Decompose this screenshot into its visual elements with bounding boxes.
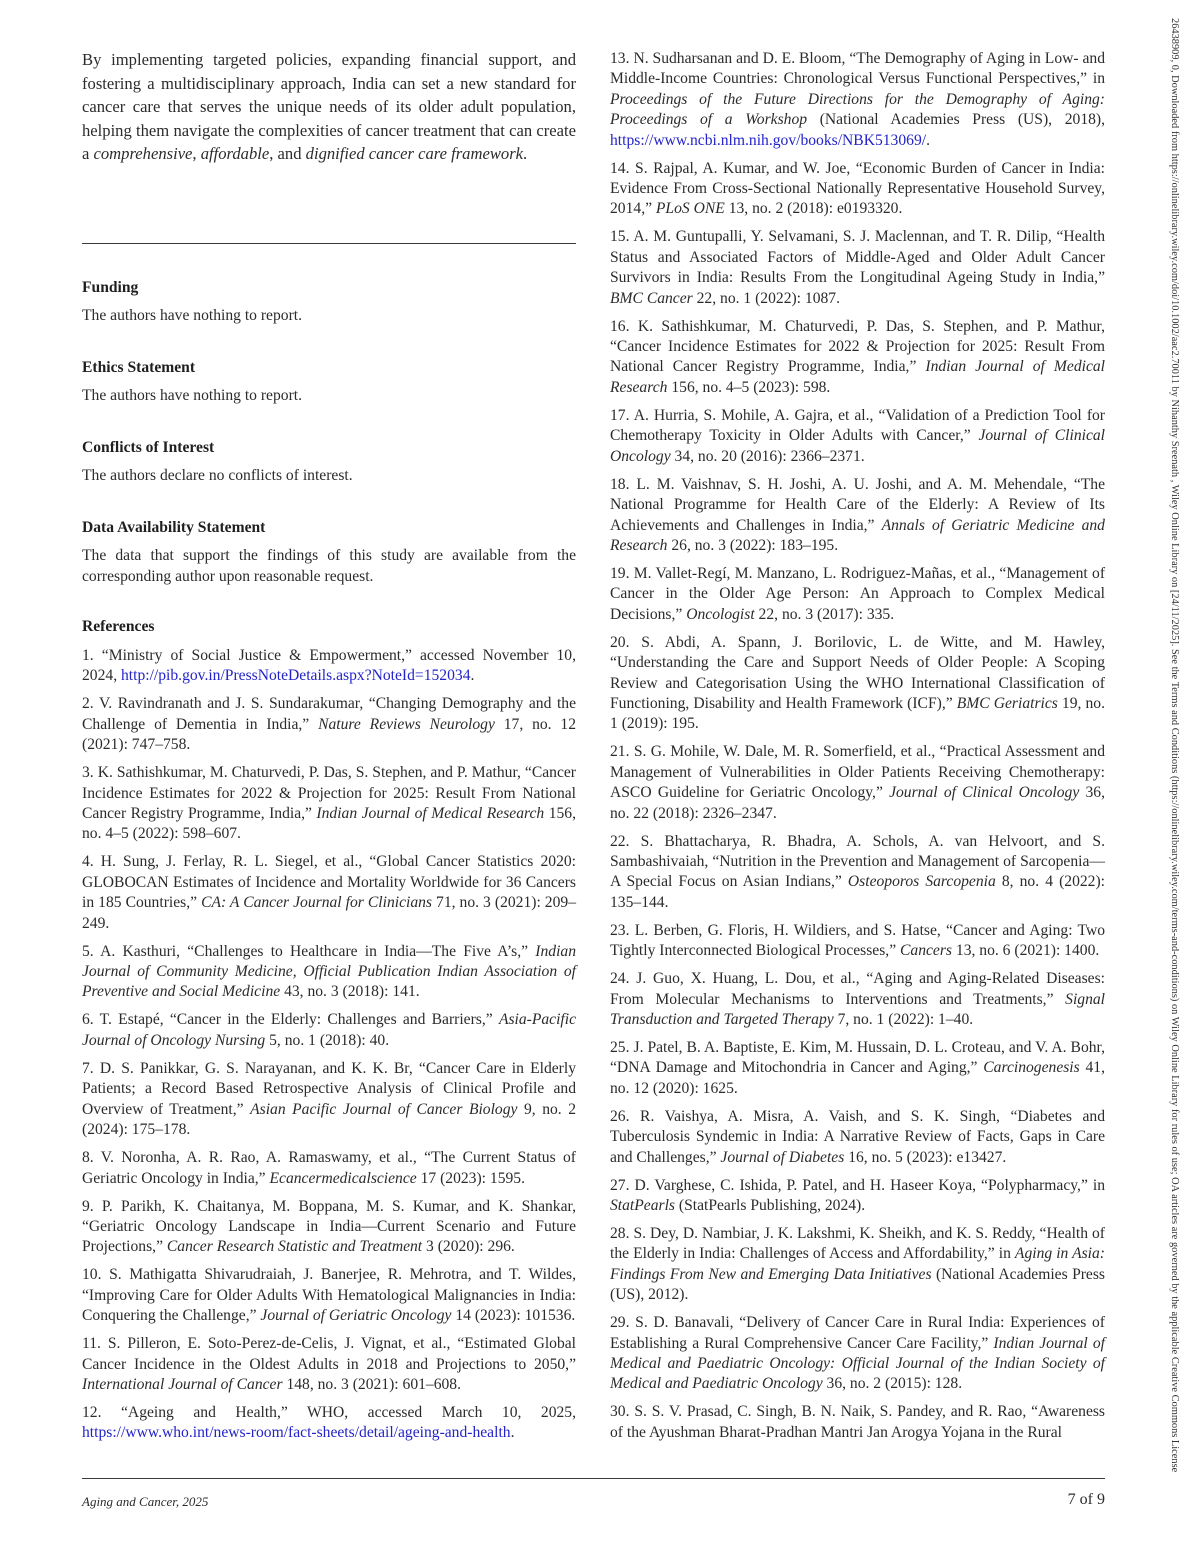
reference-source-title: Signal Transduction and Targeted Therapy <box>610 990 1105 1028</box>
emphasis-text: comprehensive <box>93 144 193 164</box>
reference-number: 26. <box>610 1107 641 1125</box>
reference-text: R. Vaishya, A. Misra, A. Vaish, and S. K. Singh, “Diabetes and Tuberculosis Syndemic in India: A Narrative Review of Facts, Gaps in Care and Challenges,” <box>610 1107 1105 1166</box>
reference-text: D. S. Panikkar, G. S. Narayanan, and K. K. Br, “Cancer Care in Elderly Patients; a Record Based Retrospective Analysis of Clinical Profile and Overview of Treatment,” <box>82 1059 577 1118</box>
conflicts-heading: Conflicts of Interest <box>82 439 215 456</box>
intro-paragraph <box>82 48 576 166</box>
reference-text: “Ageing and Health,” WHO, accessed March 10, 2025, <box>121 1403 576 1421</box>
reference-source-title: Nature Reviews Neurology <box>318 715 495 733</box>
reference-item <box>610 49 1105 151</box>
reference-text: S. Abdi, A. Spann, J. Borilovic, L. de Witte, and M. Hawley, “Understanding the Care and Support Needs of Older People: A Scoping Review and Categorisation Using the WHO International Classification of Functioning, Disability and Health Framework (ICF),” <box>610 633 1106 712</box>
reference-source-title: BMC Geriatrics <box>956 694 1058 712</box>
reference-source-title: BMC Cancer <box>610 289 693 307</box>
funding-section <box>82 279 576 327</box>
reference-text: S. Mathigatta Shivarudraiah, J. Banerjee, R. Mehrotra, and T. Wildes, “Improving Care for Older Adults With Hematological Malignancies in India: Conquering the Challenge,” <box>82 1266 576 1325</box>
data-availability-heading: Data Availability Statement <box>82 519 266 536</box>
page-number: 7 of 9 <box>1067 1491 1105 1508</box>
reference-number: 29. <box>610 1314 636 1332</box>
intro-section <box>82 48 576 166</box>
reference-source-title: Indian Journal of Community Medicine, Official Publication Indian Association of Preventive and Social Medicine <box>82 942 576 1001</box>
reference-number: 4. <box>82 853 101 871</box>
reference-item <box>610 1402 1105 1443</box>
reference-number: 8. <box>82 1149 101 1167</box>
reference-text: D. Varghese, C. Ishida, P. Patel, and H. Haseer Koya, “Polypharmacy,” in <box>634 1176 1105 1194</box>
reference-text: 36, no. 2 (2015): 128. <box>822 1375 963 1393</box>
reference-number: 11. <box>82 1335 108 1353</box>
reference-item <box>610 633 1105 735</box>
reference-text: 22, no. 3 (2017): 335. <box>754 605 895 623</box>
reference-text: 41, no. 12 (2020): 1625. <box>610 1059 1106 1097</box>
reference-item <box>610 1224 1105 1306</box>
reference-source-title: International Journal of Cancer <box>82 1375 283 1393</box>
reference-item <box>610 564 1105 625</box>
ethics-text: The authors have nothing to report. <box>82 387 302 404</box>
body-text: . <box>523 144 528 164</box>
reference-source-title: Indian Journal of Medical Research <box>610 358 1105 396</box>
reference-source-title: Asian Pacific Journal of Cancer Biology <box>250 1100 518 1118</box>
footer-divider <box>82 1478 1105 1479</box>
reference-source-title: Journal of Clinical Oncology <box>610 427 1105 465</box>
data-availability-section <box>82 519 576 587</box>
ethics-heading: Ethics Statement <box>82 359 196 376</box>
reference-number: 23. <box>610 921 635 939</box>
reference-text: 36, no. 22 (2018): 2326–2347. <box>610 784 1105 822</box>
funding-heading: Funding <box>82 279 139 296</box>
reference-number: 9. <box>82 1197 102 1215</box>
reference-number: 28. <box>610 1225 634 1243</box>
reference-number: 21. <box>610 743 634 761</box>
reference-item <box>82 1010 576 1051</box>
reference-list-right <box>610 49 1105 1451</box>
reference-number: 27. <box>610 1176 635 1194</box>
reference-text: S. Rajpal, A. Kumar, and W. Joe, “Economic Burden of Cancer in India: Evidence From Cross-Sectional Nationally Representative Household Survey, 2014,” <box>610 159 1105 218</box>
reference-source-title: Journal of Geriatric Oncology <box>260 1307 452 1325</box>
reference-text: . <box>926 131 930 149</box>
reference-number: 10. <box>82 1266 110 1284</box>
reference-number: 1. <box>82 647 102 664</box>
reference-item <box>82 1334 576 1395</box>
reference-text: H. Sung, J. Ferlay, R. L. Siegel, et al., “Global Cancer Statistics 2020: GLOBOCAN Estimates of Incidence and Mortality Worldwide for 36 Cancers in 185 Countries,” <box>82 853 576 912</box>
reference-text: 3 (2020): 296. <box>422 1238 515 1256</box>
reference-text: 26, no. 3 (2022): 183–195. <box>667 536 839 554</box>
reference-item <box>610 1176 1105 1217</box>
reference-source-title: Carcinogenesis <box>983 1059 1080 1077</box>
reference-number: 6. <box>82 1011 100 1029</box>
reference-source-title: Cancer Research Statistic and Treatment <box>166 1238 423 1256</box>
reference-text: 156, no. 4–5 (2022): 598–607. <box>82 805 576 843</box>
body-text: , <box>192 144 201 164</box>
reference-item <box>82 763 576 845</box>
reference-list-left <box>82 646 576 1451</box>
reference-item <box>82 1059 576 1141</box>
reference-number: 22. <box>610 832 641 850</box>
reference-item <box>610 1107 1105 1168</box>
reference-number: 13. <box>610 50 634 67</box>
reference-number: 12. <box>82 1403 122 1421</box>
reference-text: “Ministry of Social Justice & Empowerment,” accessed November 10, 2024, <box>82 647 577 685</box>
reference-text: S. S. V. Prasad, C. Singh, B. N. Naik, S. Pandey, and R. Rao, “Awareness of the Ayushman Bharat-Pradhan Mantri Jan Arogya Yojana in the Rural <box>610 1403 1106 1441</box>
reference-source-title: CA: A Cancer Journal for Clinicians <box>201 894 432 912</box>
data-availability-text: The data that support the findings of this study are available from the corresponding author upon reasonable request. <box>82 547 576 585</box>
reference-link[interactable]: http://pib.gov.in/PressNoteDetails.aspx?NoteId=152034 <box>120 667 471 685</box>
reference-source-title: Osteoporos Sarcopenia <box>847 873 996 891</box>
reference-source-title: Asia-Pacific Journal of Oncology Nursing <box>82 1011 577 1049</box>
reference-source-title: PLoS ONE <box>655 200 725 218</box>
reference-text: 17 (2023): 1595. <box>416 1169 525 1187</box>
reference-source-title: Indian Journal of Medical and Paediatric Oncology: Official Journal of the Indian Society of Medical and Paediatric Oncology <box>610 1334 1105 1393</box>
funding-text: The authors have nothing to report. <box>82 307 302 324</box>
reference-text: A. Kasthuri, “Challenges to Healthcare in India—The Five A’s,” <box>100 942 536 960</box>
reference-item <box>82 1403 576 1444</box>
reference-number: 3. <box>82 764 98 782</box>
reference-item <box>82 1148 576 1189</box>
reference-source-title: Aging in Asia: Findings From New and Emerging Data Initiatives <box>610 1245 1105 1283</box>
reference-text: 43, no. 3 (2018): 141. <box>280 983 420 1001</box>
reference-text: 7, no. 1 (2022): 1–40. <box>833 1011 974 1028</box>
reference-text: S. G. Mohile, W. Dale, M. R. Somerfield, et al., “Practical Assessment and Management of Vulnerabilities in Older Patients Receiving Chemotherapy: ASCO Guideline for Geriatric Oncology,” <box>610 743 1105 802</box>
reference-text: 19, no. 1 (2019): 195. <box>610 694 1105 733</box>
reference-source-title: StatPearls <box>610 1197 675 1215</box>
reference-link[interactable]: https://www.who.int/news-room/fact-sheets/detail/ageing-and-health <box>82 1424 511 1442</box>
reference-item <box>610 159 1105 220</box>
reference-text: N. Sudharsanan and D. E. Bloom, “The Demography of Aging in Low- and Middle-Income Countries: Chronological Versus Functional Perspectives,” in <box>610 50 1106 88</box>
emphasis-text: dignified cancer care framework <box>305 144 524 164</box>
reference-text: S. Dey, D. Nambiar, J. K. Lakshmi, K. Sheikh, and K. S. Reddy, “Health of the Elderly in India: Challenges of Access and Affordability,” in <box>610 1225 1106 1263</box>
reference-number: 14. <box>610 159 636 177</box>
reference-text: S. D. Banavali, “Delivery of Cancer Care in Rural India: Experiences of Establishing a Rural Comprehensive Cancer Care Facility,” <box>610 1314 1106 1352</box>
reference-text: 14 (2023): 101536. <box>451 1307 576 1325</box>
reference-text: 5, no. 1 (2018): 40. <box>265 1031 390 1049</box>
reference-text: V. Ravindranath and J. S. Sundarakumar, “Changing Demography and the Challenge of Dementia in India,” <box>82 695 577 733</box>
reference-item <box>610 406 1105 467</box>
reference-text: L. Berben, G. Floris, H. Wildiers, and S. Hatse, “Cancer and Aging: Two Tightly Interconnected Biological Processes,” <box>610 921 1105 960</box>
reference-text: 22, no. 1 (2022): 1087. <box>692 289 840 307</box>
reference-number: 18. <box>610 475 637 493</box>
body-text: , and <box>269 144 306 164</box>
download-notice-strip: 26438909, 0, Downloaded from https://onlinelibrary.wiley.com/doi/10.1002/aac2.70011 by Nihanthy Sreenath , Wiley Online Library on [24/11/2025]. See the Terms and Conditions (https://onlinelibrary.wiley.com/terms-and-conditions) on Wiley Online Library for rules of use; OA articles are governed by the applicable Creative Commons License <box>1169 18 1180 1473</box>
reference-source-title: Oncologist <box>686 605 755 623</box>
reference-item <box>82 942 576 1003</box>
reference-source-title: Cancers <box>900 942 952 960</box>
body-text: By implementing targeted policies, expanding financial support, and fostering a multidisciplinary approach, India can set a new standard for cancer care that serves the unique needs of its older adult population, helping them navigate the complexities of cancer treatment that can create a <box>82 50 576 164</box>
reference-text: (National Academies Press (US), 2018), <box>807 111 1105 129</box>
reference-number: 19. <box>610 564 634 582</box>
reference-text: J. Guo, X. Huang, L. Dou, et al., “Aging and Aging-Related Diseases: From Molecular Mechanisms to Interventions and Treatments,” <box>610 970 1105 1008</box>
reference-item <box>610 1038 1105 1099</box>
reference-text: S. Pilleron, E. Soto-Perez-de-Celis, J. Vignat, et al., “Estimated Global Cancer Incidence in the Oldest Adults in 2018 and Projections to 2050,” <box>82 1335 577 1373</box>
reference-text: P. Parikh, K. Chaitanya, M. Boppana, M. S. Kumar, and K. Shankar, “Geriatric Oncology Landscape in India—Current Scenario and Future Projections,” <box>82 1197 576 1256</box>
reference-text: 156, no. 4–5 (2023): 598. <box>667 378 831 396</box>
reference-text: V. Noronha, A. R. Rao, A. Ramaswamy, et al., “The Current Status of Geriatric Oncology in India,” <box>82 1149 577 1187</box>
reference-text: T. Estapé, “Cancer in the Elderly: Challenges and Barriers,” <box>99 1011 499 1029</box>
reference-text: (National Academies Press (US), 2012). <box>610 1265 1105 1304</box>
reference-item <box>610 742 1105 824</box>
reference-text: 16, no. 5 (2023): e13427. <box>844 1148 1007 1166</box>
references-heading-block <box>82 618 576 645</box>
reference-source-title: Ecancermedicalscience <box>269 1169 417 1187</box>
reference-number: 7. <box>82 1059 100 1077</box>
reference-text: M. Vallet-Regí, M. Manzano, L. Rodriguez-Mañas, et al., “Management of Cancer in the Older Age Person: An Approach to Complex Medical Decisions,” <box>610 564 1106 623</box>
reference-text: 17, no. 12 (2021): 747–758. <box>82 715 577 754</box>
conflicts-section <box>82 439 576 487</box>
reference-text: K. Sathishkumar, M. Chaturvedi, P. Das, S. Stephen, and P. Mathur, “Cancer Incidence Estimates for 2022 & Projection for 2025: Result From National Cancer Registry Programme, India,” <box>82 764 576 823</box>
reference-source-title: Indian Journal of Medical Research <box>316 805 545 823</box>
reference-text: 71, no. 3 (2021): 209–249. <box>82 894 576 932</box>
reference-text: 8, no. 4 (2022): 135–144. <box>610 873 1105 911</box>
reference-item <box>610 832 1105 914</box>
reference-number: 15. <box>610 228 634 246</box>
reference-link[interactable]: https://www.ncbi.nlm.nih.gov/books/NBK513069/ <box>610 131 927 149</box>
reference-item <box>82 1265 576 1326</box>
reference-text: 148, no. 3 (2021): 601–608. <box>282 1375 461 1393</box>
reference-text: S. Bhattacharya, R. Bhadra, A. Schols, A. van Helvoort, and S. Sambashivaiah, “Nutrition in the Prevention and Management of Sarcopenia—A Special Focus on Asian Indians,” <box>610 832 1106 891</box>
reference-text: A. M. Guntupalli, Y. Selvamani, S. J. Maclennan, and T. R. Dilip, “Health Status and Associated Factors of Middle-Aged and Older Adult Cancer Survivors in India: Results From the Longitudinal Ageing Study in India,” <box>610 228 1106 287</box>
reference-number: 2. <box>82 695 99 713</box>
section-divider <box>82 243 576 244</box>
reference-number: 24. <box>610 970 637 988</box>
reference-text: A. Hurria, S. Mohile, A. Gajra, et al., “Validation of a Prediction Tool for Chemotherapy Toxicity in Older Adults with Cancer,” <box>610 406 1105 445</box>
emphasis-text: affordable <box>200 144 270 164</box>
reference-text: (StatPearls Publishing, 2024). <box>674 1197 866 1215</box>
reference-item <box>82 646 576 687</box>
reference-text: . <box>470 667 475 685</box>
reference-item <box>82 1197 576 1258</box>
reference-item <box>82 694 576 755</box>
reference-text: L. M. Vaishnav, S. H. Joshi, A. U. Joshi, and A. M. Mehendale, “The National Programme for Health Care of the Elderly: A Review of Its Achievements and Challenges in India,” <box>610 475 1105 534</box>
ethics-section <box>82 359 576 407</box>
reference-number: 30. <box>610 1403 635 1421</box>
conflicts-text: The authors declare no conflicts of interest. <box>82 467 353 484</box>
reference-item <box>610 969 1105 1030</box>
reference-source-title: Annals of Geriatric Medicine and Research <box>610 516 1105 554</box>
reference-text: 13, no. 2 (2018): e0193320. <box>724 200 903 218</box>
reference-source-title: Proceedings of the Future Directions for the Demography of Aging: Proceedings of a Workshop <box>610 90 1105 129</box>
reference-text: 34, no. 20 (2016): 2366–2371. <box>670 447 865 465</box>
reference-item <box>610 1313 1105 1395</box>
reference-item <box>610 317 1105 399</box>
reference-number: 16. <box>610 317 638 335</box>
reference-item <box>610 227 1105 309</box>
references-heading: References <box>82 618 155 635</box>
reference-number: 17. <box>610 406 634 424</box>
footer-journal-name: Aging and Cancer, 2025 <box>82 1494 209 1509</box>
reference-item <box>610 475 1105 557</box>
reference-source-title: Journal of Diabetes <box>720 1148 845 1166</box>
reference-number: 20. <box>610 633 642 651</box>
reference-source-title: Journal of Clinical Oncology <box>889 784 1080 802</box>
reference-number: 5. <box>82 942 101 960</box>
reference-text: . <box>510 1424 515 1442</box>
reference-text: K. Sathishkumar, M. Chaturvedi, P. Das, S. Stephen, and P. Mathur, “Cancer Incidence Estimates for 2022 & Projection for 2025: Result From National Cancer Registry Programme, India,” <box>610 317 1105 376</box>
reference-number: 25. <box>610 1039 634 1056</box>
reference-item <box>610 921 1105 962</box>
reference-text: 9, no. 2 (2024): 175–178. <box>82 1100 576 1139</box>
reference-text: 13, no. 6 (2021): 1400. <box>952 942 1100 960</box>
reference-text: J. Patel, B. A. Baptiste, E. Kim, M. Hussain, D. L. Croteau, and V. A. Bohr, “DNA Damage and Mitochondria in Cancer and Aging,” <box>610 1039 1105 1077</box>
reference-item <box>82 852 576 934</box>
